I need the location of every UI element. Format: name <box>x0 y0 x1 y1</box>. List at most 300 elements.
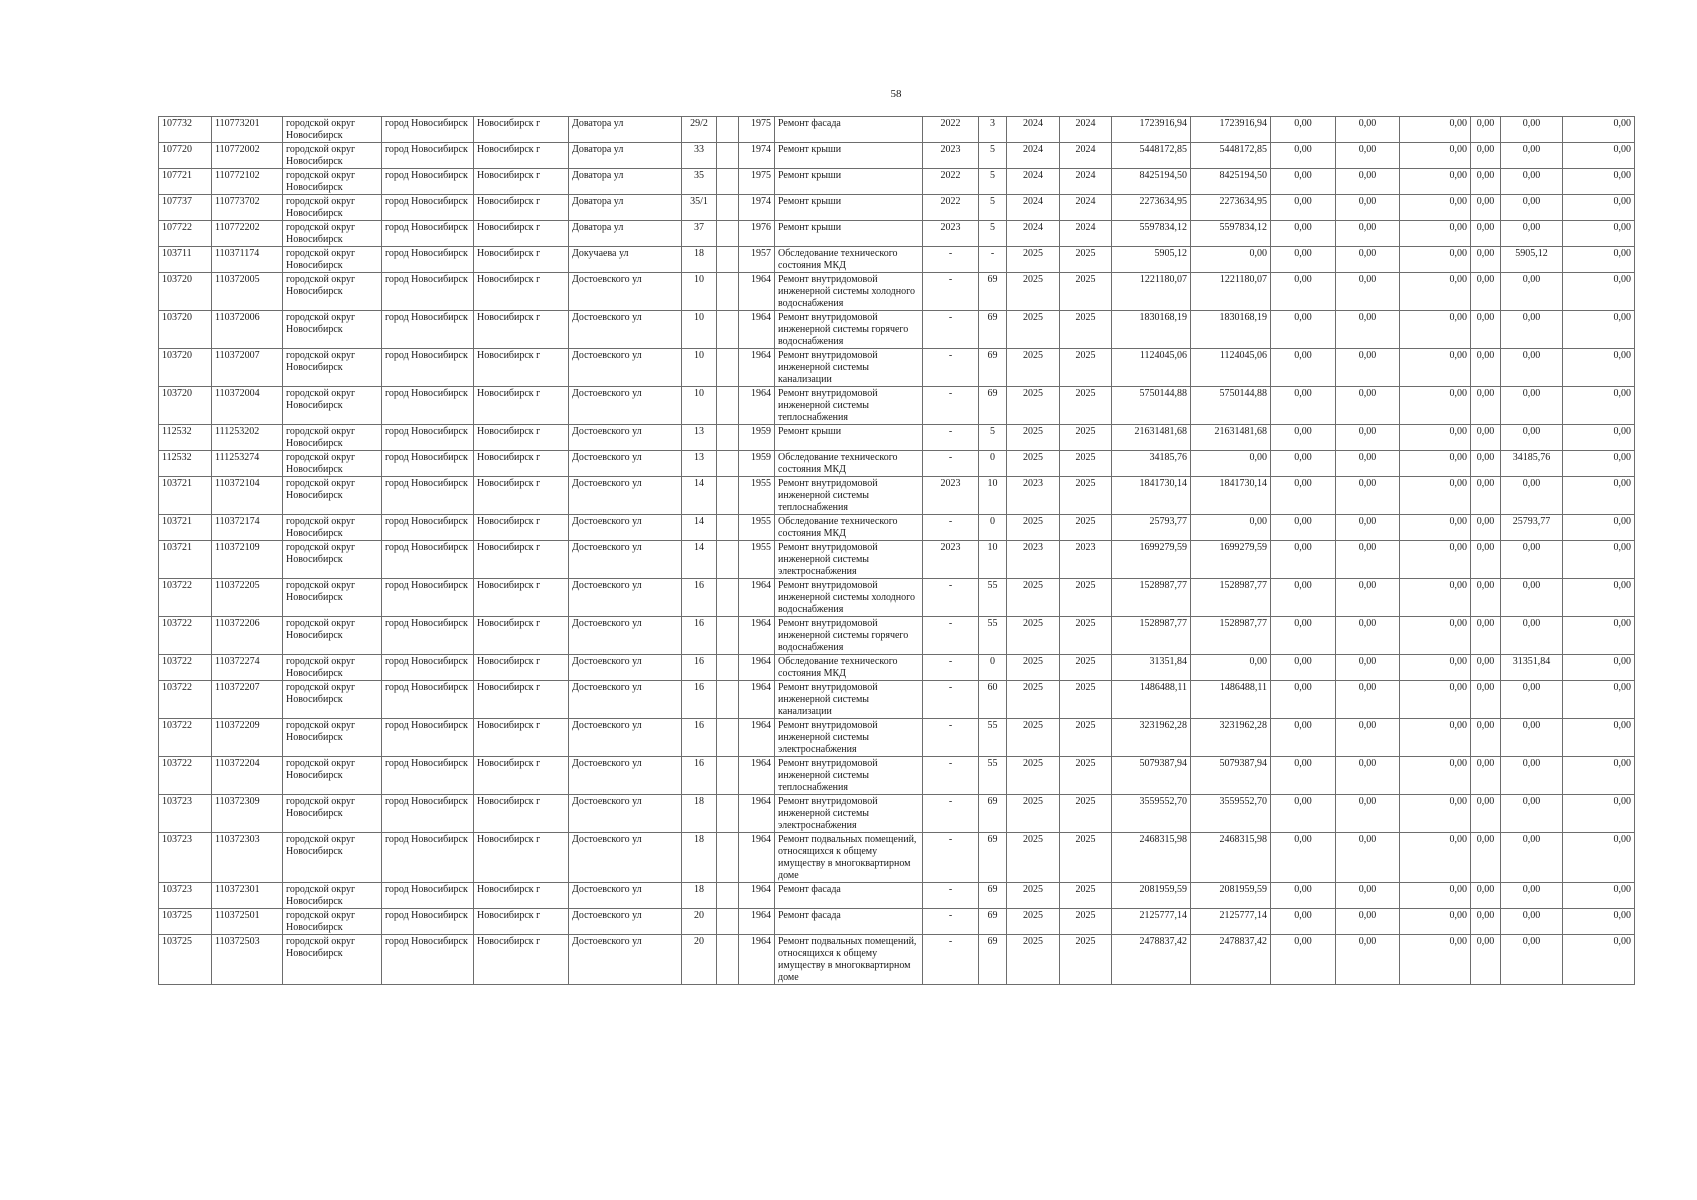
cell-city: Новосибирск г <box>474 541 569 579</box>
cell-year-built: 1964 <box>739 883 775 909</box>
cell-street: Достоевского ул <box>569 909 682 935</box>
cell-other-cost: 0,00 <box>1563 195 1635 221</box>
cell-building <box>717 117 739 143</box>
cell-district: городской округ Новосибирск <box>283 349 382 387</box>
cell-year-built: 1955 <box>739 541 775 579</box>
table-row <box>159 311 1635 349</box>
cell-plan-year-end: 2025 <box>1060 387 1112 425</box>
cell-total-cost: 1830168,19 <box>1112 311 1191 349</box>
cell-house-id: 103723 <box>159 833 212 883</box>
cell-city: Новосибирск г <box>474 195 569 221</box>
cell-fund-cost: 3231962,28 <box>1191 719 1271 757</box>
cell-year-built: 1964 <box>739 579 775 617</box>
cell-survey-cost: 0,00 <box>1501 195 1563 221</box>
cell-work-type: Обследование технического состояния МКД <box>775 247 923 273</box>
cell-house-id: 103723 <box>159 795 212 833</box>
cell-owners-funds: 0,00 <box>1471 515 1501 541</box>
cell-total-cost: 5597834,12 <box>1112 221 1191 247</box>
cell-budget-regional: 0,00 <box>1336 515 1400 541</box>
cell-work-type: Ремонт крыши <box>775 221 923 247</box>
cell-survey-year: - <box>923 451 979 477</box>
cell-year-built: 1974 <box>739 195 775 221</box>
cell-city: Новосибирск г <box>474 757 569 795</box>
cell-building <box>717 617 739 655</box>
cell-settlement: город Новосибирск <box>382 169 474 195</box>
table-row <box>159 883 1635 909</box>
cell-city: Новосибирск г <box>474 247 569 273</box>
cell-wear-percent: 55 <box>979 757 1007 795</box>
cell-budget-regional: 0,00 <box>1336 757 1400 795</box>
cell-district: городской округ Новосибирск <box>283 451 382 477</box>
cell-work-id: 110372503 <box>212 935 283 985</box>
cell-street: Достоевского ул <box>569 425 682 451</box>
cell-budget-federal: 0,00 <box>1271 221 1336 247</box>
cell-survey-cost: 31351,84 <box>1501 655 1563 681</box>
cell-street: Доватора ул <box>569 169 682 195</box>
cell-wear-percent: 55 <box>979 617 1007 655</box>
cell-budget-local: 0,00 <box>1400 349 1471 387</box>
cell-work-type: Обследование технического состояния МКД <box>775 515 923 541</box>
cell-street: Достоевского ул <box>569 349 682 387</box>
cell-house-number: 10 <box>682 273 717 311</box>
cell-budget-local: 0,00 <box>1400 221 1471 247</box>
table-row <box>159 477 1635 515</box>
cell-wear-percent: 69 <box>979 935 1007 985</box>
cell-house-id: 103721 <box>159 477 212 515</box>
cell-plan-year-end: 2025 <box>1060 515 1112 541</box>
cell-district: городской округ Новосибирск <box>283 117 382 143</box>
cell-work-id: 110372204 <box>212 757 283 795</box>
cell-district: городской округ Новосибирск <box>283 143 382 169</box>
cell-budget-federal: 0,00 <box>1271 935 1336 985</box>
table-row <box>159 795 1635 833</box>
cell-survey-year: - <box>923 935 979 985</box>
cell-district: городской округ Новосибирск <box>283 311 382 349</box>
cell-owners-funds: 0,00 <box>1471 273 1501 311</box>
cell-building <box>717 221 739 247</box>
cell-settlement: город Новосибирск <box>382 311 474 349</box>
cell-owners-funds: 0,00 <box>1471 579 1501 617</box>
cell-owners-funds: 0,00 <box>1471 247 1501 273</box>
cell-other-cost: 0,00 <box>1563 425 1635 451</box>
cell-budget-regional: 0,00 <box>1336 311 1400 349</box>
cell-fund-cost: 2273634,95 <box>1191 195 1271 221</box>
cell-year-built: 1964 <box>739 311 775 349</box>
cell-work-id: 110372004 <box>212 387 283 425</box>
cell-city: Новосибирск г <box>474 117 569 143</box>
cell-survey-cost: 5905,12 <box>1501 247 1563 273</box>
table-row <box>159 541 1635 579</box>
cell-budget-regional: 0,00 <box>1336 451 1400 477</box>
cell-street: Достоевского ул <box>569 935 682 985</box>
cell-house-id: 103725 <box>159 909 212 935</box>
cell-house-id: 103721 <box>159 515 212 541</box>
cell-survey-cost: 0,00 <box>1501 425 1563 451</box>
cell-other-cost: 0,00 <box>1563 579 1635 617</box>
cell-work-id: 110372174 <box>212 515 283 541</box>
cell-total-cost: 2081959,59 <box>1112 883 1191 909</box>
cell-survey-cost: 0,00 <box>1501 349 1563 387</box>
cell-plan-year-end: 2025 <box>1060 451 1112 477</box>
cell-plan-year-start: 2025 <box>1007 681 1060 719</box>
cell-house-id: 103720 <box>159 273 212 311</box>
cell-owners-funds: 0,00 <box>1471 883 1501 909</box>
cell-wear-percent: 69 <box>979 795 1007 833</box>
cell-house-id: 107721 <box>159 169 212 195</box>
cell-building <box>717 169 739 195</box>
cell-district: городской округ Новосибирск <box>283 247 382 273</box>
cell-plan-year-start: 2024 <box>1007 195 1060 221</box>
cell-work-id: 111253202 <box>212 425 283 451</box>
cell-fund-cost: 1841730,14 <box>1191 477 1271 515</box>
cell-house-number: 20 <box>682 909 717 935</box>
cell-budget-federal: 0,00 <box>1271 169 1336 195</box>
cell-plan-year-start: 2023 <box>1007 477 1060 515</box>
cell-other-cost: 0,00 <box>1563 833 1635 883</box>
cell-settlement: город Новосибирск <box>382 883 474 909</box>
cell-plan-year-end: 2025 <box>1060 883 1112 909</box>
cell-budget-regional: 0,00 <box>1336 935 1400 985</box>
cell-wear-percent: 69 <box>979 883 1007 909</box>
cell-total-cost: 1841730,14 <box>1112 477 1191 515</box>
cell-other-cost: 0,00 <box>1563 935 1635 985</box>
cell-work-type: Обследование технического состояния МКД <box>775 451 923 477</box>
cell-survey-cost: 0,00 <box>1501 169 1563 195</box>
cell-fund-cost: 8425194,50 <box>1191 169 1271 195</box>
cell-house-id: 103725 <box>159 935 212 985</box>
cell-wear-percent: 69 <box>979 387 1007 425</box>
cell-other-cost: 0,00 <box>1563 349 1635 387</box>
cell-total-cost: 2125777,14 <box>1112 909 1191 935</box>
cell-total-cost: 31351,84 <box>1112 655 1191 681</box>
cell-plan-year-start: 2025 <box>1007 273 1060 311</box>
cell-street: Достоевского ул <box>569 311 682 349</box>
table-row <box>159 655 1635 681</box>
cell-budget-regional: 0,00 <box>1336 909 1400 935</box>
cell-owners-funds: 0,00 <box>1471 387 1501 425</box>
cell-survey-year: 2022 <box>923 117 979 143</box>
cell-building <box>717 833 739 883</box>
cell-work-id: 110372206 <box>212 617 283 655</box>
cell-survey-cost: 25793,77 <box>1501 515 1563 541</box>
cell-building <box>717 935 739 985</box>
cell-building <box>717 541 739 579</box>
cell-city: Новосибирск г <box>474 833 569 883</box>
cell-other-cost: 0,00 <box>1563 795 1635 833</box>
cell-total-cost: 1528987,77 <box>1112 617 1191 655</box>
cell-work-type: Ремонт внутридомовой инженерной системы канализации <box>775 349 923 387</box>
cell-survey-year: 2023 <box>923 477 979 515</box>
cell-street: Докучаева ул <box>569 247 682 273</box>
cell-budget-local: 0,00 <box>1400 795 1471 833</box>
cell-house-id: 103720 <box>159 349 212 387</box>
cell-wear-percent: 5 <box>979 221 1007 247</box>
cell-building <box>717 349 739 387</box>
cell-street: Достоевского ул <box>569 579 682 617</box>
cell-budget-local: 0,00 <box>1400 617 1471 655</box>
cell-survey-year: - <box>923 833 979 883</box>
cell-work-type: Ремонт фасада <box>775 909 923 935</box>
cell-budget-regional: 0,00 <box>1336 143 1400 169</box>
cell-work-type: Ремонт крыши <box>775 169 923 195</box>
cell-survey-year: - <box>923 515 979 541</box>
cell-owners-funds: 0,00 <box>1471 909 1501 935</box>
cell-year-built: 1959 <box>739 425 775 451</box>
cell-street: Доватора ул <box>569 143 682 169</box>
cell-survey-cost: 0,00 <box>1501 719 1563 757</box>
cell-city: Новосибирск г <box>474 477 569 515</box>
cell-work-id: 110372006 <box>212 311 283 349</box>
cell-budget-federal: 0,00 <box>1271 579 1336 617</box>
cell-work-type: Обследование технического состояния МКД <box>775 655 923 681</box>
cell-wear-percent: 55 <box>979 719 1007 757</box>
cell-district: городской округ Новосибирск <box>283 169 382 195</box>
cell-other-cost: 0,00 <box>1563 477 1635 515</box>
cell-other-cost: 0,00 <box>1563 655 1635 681</box>
cell-settlement: город Новосибирск <box>382 757 474 795</box>
cell-survey-year: - <box>923 719 979 757</box>
cell-district: городской округ Новосибирск <box>283 579 382 617</box>
cell-house-number: 13 <box>682 451 717 477</box>
cell-budget-regional: 0,00 <box>1336 221 1400 247</box>
table-row <box>159 909 1635 935</box>
cell-house-number: 16 <box>682 655 717 681</box>
cell-owners-funds: 0,00 <box>1471 757 1501 795</box>
cell-fund-cost: 5750144,88 <box>1191 387 1271 425</box>
cell-total-cost: 5905,12 <box>1112 247 1191 273</box>
cell-survey-cost: 0,00 <box>1501 273 1563 311</box>
cell-house-id: 103722 <box>159 757 212 795</box>
table-row <box>159 617 1635 655</box>
register-table-body <box>159 117 1635 985</box>
cell-plan-year-start: 2025 <box>1007 617 1060 655</box>
cell-total-cost: 2478837,42 <box>1112 935 1191 985</box>
cell-fund-cost: 1221180,07 <box>1191 273 1271 311</box>
cell-plan-year-end: 2025 <box>1060 681 1112 719</box>
table-row <box>159 935 1635 985</box>
cell-district: городской округ Новосибирск <box>283 757 382 795</box>
cell-house-number: 10 <box>682 387 717 425</box>
cell-plan-year-start: 2025 <box>1007 451 1060 477</box>
cell-owners-funds: 0,00 <box>1471 311 1501 349</box>
cell-settlement: город Новосибирск <box>382 195 474 221</box>
cell-settlement: город Новосибирск <box>382 909 474 935</box>
cell-year-built: 1959 <box>739 451 775 477</box>
cell-budget-federal: 0,00 <box>1271 477 1336 515</box>
cell-total-cost: 1723916,94 <box>1112 117 1191 143</box>
cell-work-id: 110372109 <box>212 541 283 579</box>
cell-wear-percent: 10 <box>979 541 1007 579</box>
cell-city: Новосибирск г <box>474 143 569 169</box>
cell-owners-funds: 0,00 <box>1471 117 1501 143</box>
cell-work-id: 110372207 <box>212 681 283 719</box>
cell-owners-funds: 0,00 <box>1471 833 1501 883</box>
cell-budget-federal: 0,00 <box>1271 681 1336 719</box>
cell-total-cost: 3231962,28 <box>1112 719 1191 757</box>
cell-city: Новосибирск г <box>474 273 569 311</box>
table-row <box>159 425 1635 451</box>
cell-work-type: Ремонт фасада <box>775 117 923 143</box>
cell-work-type: Ремонт внутридомовой инженерной системы канализации <box>775 681 923 719</box>
cell-house-number: 20 <box>682 935 717 985</box>
cell-house-id: 107737 <box>159 195 212 221</box>
cell-budget-local: 0,00 <box>1400 719 1471 757</box>
cell-other-cost: 0,00 <box>1563 451 1635 477</box>
cell-total-cost: 8425194,50 <box>1112 169 1191 195</box>
cell-budget-local: 0,00 <box>1400 425 1471 451</box>
cell-house-number: 10 <box>682 349 717 387</box>
cell-fund-cost: 1486488,11 <box>1191 681 1271 719</box>
cell-total-cost: 3559552,70 <box>1112 795 1191 833</box>
cell-city: Новосибирск г <box>474 311 569 349</box>
cell-budget-regional: 0,00 <box>1336 273 1400 311</box>
cell-budget-regional: 0,00 <box>1336 655 1400 681</box>
cell-budget-local: 0,00 <box>1400 515 1471 541</box>
cell-survey-year: 2022 <box>923 169 979 195</box>
cell-fund-cost: 1830168,19 <box>1191 311 1271 349</box>
cell-plan-year-start: 2025 <box>1007 935 1060 985</box>
cell-house-number: 13 <box>682 425 717 451</box>
cell-fund-cost: 2081959,59 <box>1191 883 1271 909</box>
cell-city: Новосибирск г <box>474 617 569 655</box>
cell-house-id: 103720 <box>159 311 212 349</box>
cell-wear-percent: 5 <box>979 143 1007 169</box>
cell-budget-regional: 0,00 <box>1336 349 1400 387</box>
cell-survey-cost: 34185,76 <box>1501 451 1563 477</box>
cell-other-cost: 0,00 <box>1563 757 1635 795</box>
cell-wear-percent: - <box>979 247 1007 273</box>
table-row <box>159 195 1635 221</box>
cell-other-cost: 0,00 <box>1563 515 1635 541</box>
cell-survey-cost: 0,00 <box>1501 757 1563 795</box>
cell-house-number: 33 <box>682 143 717 169</box>
cell-house-number: 18 <box>682 247 717 273</box>
cell-other-cost: 0,00 <box>1563 169 1635 195</box>
cell-plan-year-start: 2025 <box>1007 719 1060 757</box>
table-row <box>159 117 1635 143</box>
cell-budget-local: 0,00 <box>1400 883 1471 909</box>
cell-work-id: 110772102 <box>212 169 283 195</box>
table-row <box>159 515 1635 541</box>
cell-street: Достоевского ул <box>569 541 682 579</box>
cell-budget-regional: 0,00 <box>1336 117 1400 143</box>
cell-year-built: 1976 <box>739 221 775 247</box>
cell-survey-cost: 0,00 <box>1501 579 1563 617</box>
cell-year-built: 1955 <box>739 515 775 541</box>
cell-total-cost: 5750144,88 <box>1112 387 1191 425</box>
cell-district: городской округ Новосибирск <box>283 477 382 515</box>
cell-house-number: 37 <box>682 221 717 247</box>
cell-work-type: Ремонт внутридомовой инженерной системы электроснабжения <box>775 719 923 757</box>
cell-street: Достоевского ул <box>569 757 682 795</box>
cell-settlement: город Новосибирск <box>382 655 474 681</box>
table-row <box>159 273 1635 311</box>
table-row <box>159 169 1635 195</box>
cell-settlement: город Новосибирск <box>382 795 474 833</box>
cell-survey-year: - <box>923 579 979 617</box>
cell-street: Достоевского ул <box>569 387 682 425</box>
table-row <box>159 681 1635 719</box>
cell-work-id: 110773201 <box>212 117 283 143</box>
table-row <box>159 833 1635 883</box>
cell-survey-year: - <box>923 387 979 425</box>
cell-owners-funds: 0,00 <box>1471 425 1501 451</box>
cell-wear-percent: 69 <box>979 833 1007 883</box>
cell-year-built: 1964 <box>739 655 775 681</box>
cell-city: Новосибирск г <box>474 909 569 935</box>
cell-survey-year: - <box>923 311 979 349</box>
cell-plan-year-start: 2025 <box>1007 425 1060 451</box>
cell-plan-year-end: 2024 <box>1060 169 1112 195</box>
cell-survey-cost: 0,00 <box>1501 311 1563 349</box>
cell-plan-year-start: 2024 <box>1007 169 1060 195</box>
cell-year-built: 1964 <box>739 757 775 795</box>
cell-total-cost: 1486488,11 <box>1112 681 1191 719</box>
cell-survey-year: - <box>923 617 979 655</box>
cell-house-number: 14 <box>682 477 717 515</box>
cell-fund-cost: 5079387,94 <box>1191 757 1271 795</box>
cell-budget-federal: 0,00 <box>1271 719 1336 757</box>
cell-house-id: 103723 <box>159 883 212 909</box>
table-row <box>159 349 1635 387</box>
cell-plan-year-end: 2025 <box>1060 273 1112 311</box>
cell-fund-cost: 0,00 <box>1191 655 1271 681</box>
cell-work-type: Ремонт внутридомовой инженерной системы теплоснабжения <box>775 477 923 515</box>
cell-total-cost: 1528987,77 <box>1112 579 1191 617</box>
cell-work-type: Ремонт внутридомовой инженерной системы горячего водоснабжения <box>775 617 923 655</box>
cell-work-id: 110372274 <box>212 655 283 681</box>
cell-other-cost: 0,00 <box>1563 273 1635 311</box>
cell-budget-regional: 0,00 <box>1336 795 1400 833</box>
cell-other-cost: 0,00 <box>1563 117 1635 143</box>
cell-survey-year: - <box>923 425 979 451</box>
cell-survey-cost: 0,00 <box>1501 935 1563 985</box>
cell-year-built: 1975 <box>739 117 775 143</box>
cell-survey-cost: 0,00 <box>1501 681 1563 719</box>
cell-district: городской округ Новосибирск <box>283 795 382 833</box>
cell-city: Новосибирск г <box>474 883 569 909</box>
cell-year-built: 1964 <box>739 387 775 425</box>
cell-house-number: 16 <box>682 757 717 795</box>
cell-total-cost: 2468315,98 <box>1112 833 1191 883</box>
cell-year-built: 1964 <box>739 681 775 719</box>
cell-work-id: 110772002 <box>212 143 283 169</box>
cell-work-id: 111253274 <box>212 451 283 477</box>
cell-street: Достоевского ул <box>569 617 682 655</box>
cell-house-number: 10 <box>682 311 717 349</box>
cell-wear-percent: 55 <box>979 579 1007 617</box>
cell-fund-cost: 1528987,77 <box>1191 617 1271 655</box>
cell-survey-cost: 0,00 <box>1501 541 1563 579</box>
cell-plan-year-start: 2025 <box>1007 311 1060 349</box>
cell-plan-year-end: 2024 <box>1060 117 1112 143</box>
cell-building <box>717 757 739 795</box>
cell-budget-local: 0,00 <box>1400 143 1471 169</box>
cell-building <box>717 655 739 681</box>
cell-fund-cost: 5597834,12 <box>1191 221 1271 247</box>
cell-budget-regional: 0,00 <box>1336 425 1400 451</box>
cell-settlement: город Новосибирск <box>382 579 474 617</box>
cell-street: Доватора ул <box>569 117 682 143</box>
cell-survey-year: - <box>923 909 979 935</box>
cell-house-id: 107732 <box>159 117 212 143</box>
cell-building <box>717 477 739 515</box>
cell-plan-year-end: 2024 <box>1060 143 1112 169</box>
cell-other-cost: 0,00 <box>1563 681 1635 719</box>
cell-budget-local: 0,00 <box>1400 935 1471 985</box>
cell-owners-funds: 0,00 <box>1471 451 1501 477</box>
cell-survey-cost: 0,00 <box>1501 221 1563 247</box>
